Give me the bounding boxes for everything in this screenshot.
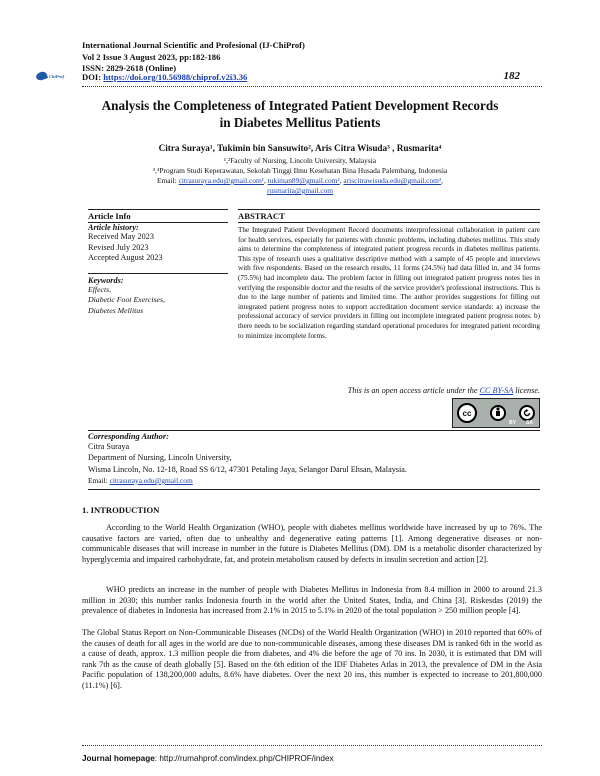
section-divider	[88, 489, 540, 490]
footer-divider	[82, 745, 542, 746]
sa-icon	[519, 405, 535, 421]
corresponding-name: Citra Suraya	[88, 442, 130, 451]
corresponding-address: Wisma Lincoln, No. 12-18, Road SS 6/12, 47301 Petaling Jaya, Selangor Darul Ehsan, Malaysia.	[88, 464, 407, 474]
affiliation-1: ¹,²Faculty of Nursing, Lincoln University, Malaysia	[223, 156, 377, 165]
paragraph: The Global Status Report on Non-Communicable Diseases (NCDs) of the World Health Organization (WHO) in 2010 reported that 60% of the causes of death for all ages in the world are due to non-communicable diseases, among these diseases DM is ranked 6th in the world as a cause of death, approx. 1.3 million people die from diabetes, and 4% die before the age of 70 ins. In 2030, it is estimated that DM will rank 7th as the cause of death globally [5]. Based on the 6th edition of the IDF Diabetes Atlas in 2013, the prevalence of DM in the Asia Pacific population of 138,200,000 adults, 8.6% have diabetes. Over the next 20 ins, this number is expected to increase to 201,800,000 (11.1%) [6].	[82, 628, 542, 690]
journal-homepage: Journal homepage: http://rumahprof.com/index.php/CHIPROF/index	[82, 754, 334, 763]
accepted-date: Accepted August 2023	[88, 253, 163, 263]
abstract-header: ABSTRACT	[238, 209, 540, 223]
keyword: Diabetic Foot Exercises,	[88, 295, 166, 305]
author-list: Citra Suraya¹, Tukimin bin Sansuwito², Aris Citra Wisuda³ , Rusmarita⁴	[158, 143, 442, 153]
abstract	[238, 209, 540, 341]
keyword: Diabetes Mellitus	[88, 305, 144, 315]
badge-sa-label: SA	[526, 420, 533, 426]
corresponding-email: Email: citrasuraya.edu@gmail.com	[88, 475, 193, 485]
logo-icon	[35, 70, 48, 81]
paper-title: Analysis the Completeness of Integrated Patient Development Records in Diabetes Mellitus Patients	[101, 98, 499, 130]
corresponding-author	[88, 430, 540, 486]
corresponding-dept: Department of Nursing, Lincoln University,	[88, 453, 232, 463]
license-link[interactable]: CC BY-SA	[479, 386, 514, 395]
doi-line: DOI: https://doi.org/10.56988/chiprof.v2i3.36	[82, 72, 248, 82]
corresponding-email-link[interactable]: citrasuraya.edu@gmail.com	[109, 475, 193, 485]
journal-issn: ISSN: 2829-2618 (Online)	[82, 63, 177, 73]
cc-icon: cc	[457, 403, 477, 423]
homepage-url[interactable]: : http://rumahprof.com/index.php/CHIPROF/index	[154, 754, 334, 763]
received-date: Received May 2023	[88, 232, 154, 241]
cc-by-sa-badge[interactable]	[452, 398, 540, 428]
keywords-label: Keywords:	[88, 273, 228, 285]
license-note: This is an open access article under the CC BY-SA license.	[347, 386, 540, 395]
author-emails: Email: citrasuraya.edu@gmail.com¹, tukiman89@gmail.com², ariscitrawisuda.edu@gmail.com³,	[157, 176, 443, 185]
author-emails-cont	[60, 186, 540, 196]
doi-link[interactable]: https://doi.org/10.56988/chiprof.v2i3.36	[103, 72, 248, 82]
keyword: Effects,	[88, 284, 112, 294]
journal-logo: ChiProf	[36, 72, 64, 80]
by-icon	[490, 405, 506, 421]
corresponding-header: Corresponding Author:	[88, 430, 540, 441]
paragraph: WHO predicts an increase in the number of people with Diabetes Mellitus in Indonesia from 8.4 million in 2000 to around 21.3 million in 2030; this number ranks Indonesia fourth in the world after the United States, India, and China [3]. Riskesdas (2019) the prevalence of diabetes in Indonesia has increased from 2.1% in 2015 to 5.1% in 2020 of the total population > 250 million people [4].	[82, 585, 542, 616]
page-number: 182	[503, 70, 520, 82]
affiliation-2: ³,⁴Program Studi Keperawatan, Sekolah Tinggi Ilmu Kesehatan Bina Husada Palembang, Indonesia	[152, 166, 448, 175]
journal-name: International Journal Scientific and Profesional (IJ-ChiProf)	[82, 40, 305, 50]
email-link-2[interactable]: tukiman89@gmail.com²	[267, 176, 340, 185]
article-info	[88, 209, 228, 316]
badge-by-label: BY	[509, 420, 517, 426]
revised-date: Revised July 2023	[88, 242, 149, 252]
journal-volume: Vol 2 Issue 3 August 2023, pp:182-186	[82, 51, 221, 62]
section-heading: 1. INTRODUCTION	[82, 505, 160, 515]
paragraph: According to the World Health Organization (WHO), people with diabetes mellitus worldwide have increased by up to 76%. The causative factors are varied, often due to unhealthy and degenerative eating patterns [1]. Among degenerative diseases or non-communicable diseases that will increase in number in the future is Diabetes Mellitus (DM). DM is a metabolic disorder characterized by hyperglycemia and impaired carbohydrate, fat, and protein metabolism caused by defects in insulin secretion and action [2].	[82, 523, 542, 564]
history-label: Article history:	[88, 223, 139, 232]
article-info-header: Article Info	[88, 209, 228, 223]
share-alike-icon	[522, 408, 532, 418]
person-icon	[493, 407, 503, 419]
journal-header	[82, 40, 305, 75]
header-divider	[82, 86, 542, 87]
email-link-4[interactable]: rusmarita@gmail.com	[266, 186, 334, 195]
email-link-3[interactable]: ariscitrawisuda.edu@gmail.com³	[343, 176, 442, 185]
abstract-text: The Integrated Patient Development Record documents interprofessional collaboration in patient care for health services, especially for patients with chronic problems, including diabetes mellitus. This study aims to determine the completeness of integrated patient progress records in diabetes mellitus patients. This type of research uses a qualitative descriptive method with a sample of 45 people and interviews with five respondents. Based on the research results, 11 forms (24.5%) had data filled in, and 34 forms (75.5%) had incomplete data. The problem factor in filling out integrated patient progress notes lies in verifying the responsible doctor and the results of the service provider's professional instructions. This is due to the large number of patients and limited time. The author provides suggestions for filling out integrated patient progress notes to support accreditation document service standards: a) increase the professional accuracy of service providers in filling out incomplete integrated patient progress notes. b) there needs to be socialization regarding standard operational procedures for integrated patient recording to minimize incomplete forms.	[238, 226, 540, 340]
email-link-1[interactable]: citrasuraya.edu@gmail.com¹	[178, 176, 264, 185]
